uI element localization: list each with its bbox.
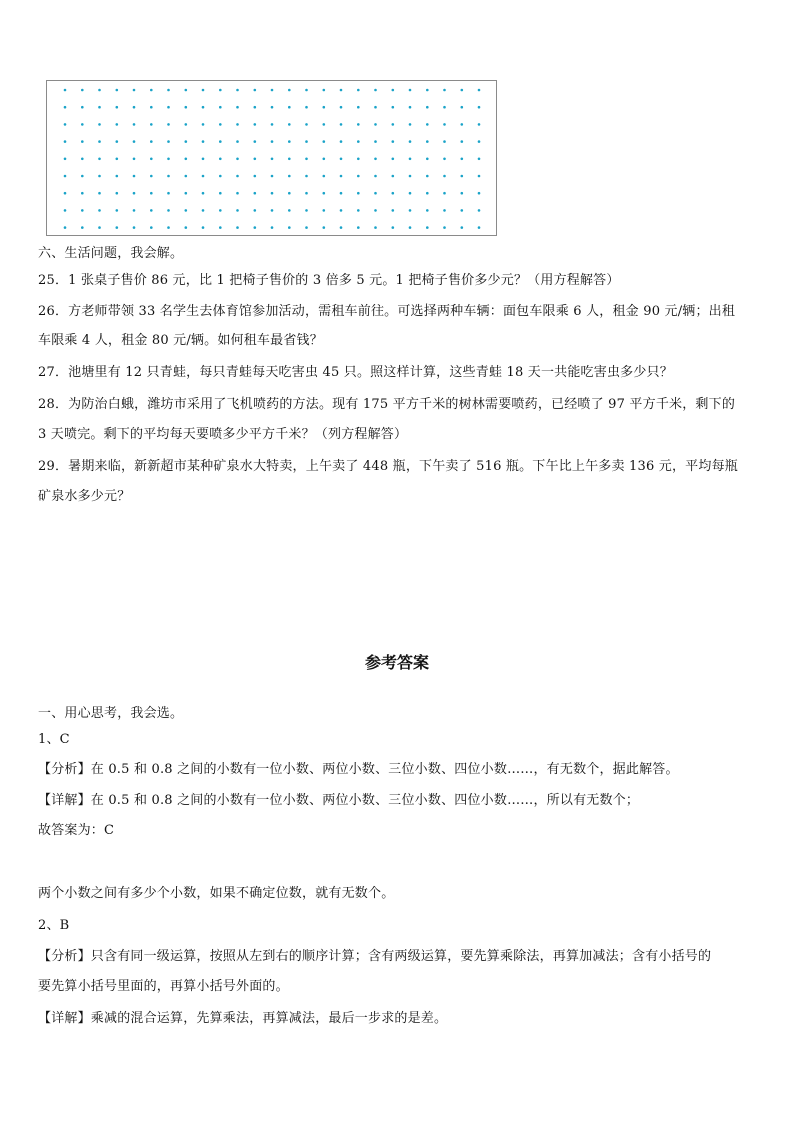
grid-dot <box>81 226 84 229</box>
grid-dot <box>133 209 136 212</box>
grid-dot <box>357 140 360 143</box>
grid-dot <box>409 158 412 161</box>
grid-dot <box>443 158 446 161</box>
grid-dot <box>185 226 188 229</box>
grid-dot <box>323 192 326 195</box>
grid-dot <box>357 192 360 195</box>
grid-dot <box>461 140 464 143</box>
grid-dot <box>461 158 464 161</box>
grid-dot <box>426 123 429 126</box>
grid-dot <box>461 106 464 109</box>
grid-dot <box>392 140 395 143</box>
grid-dot <box>219 226 222 229</box>
grid-dot <box>478 226 481 229</box>
grid-dot <box>271 158 274 161</box>
grid-dot <box>271 123 274 126</box>
grid-dot <box>305 106 308 109</box>
grid-dot <box>288 175 291 178</box>
grid-dot <box>340 106 343 109</box>
grid-dot <box>133 106 136 109</box>
grid-dot <box>443 123 446 126</box>
grid-dot <box>340 209 343 212</box>
grid-dot <box>98 140 101 143</box>
grid-dot <box>443 106 446 109</box>
grid-dot <box>150 158 153 161</box>
grid-dot <box>357 89 360 92</box>
grid-dot <box>133 226 136 229</box>
grid-dot <box>81 192 84 195</box>
grid-dot <box>426 226 429 229</box>
grid-dot <box>202 106 205 109</box>
grid-dot <box>392 175 395 178</box>
grid-dot <box>219 192 222 195</box>
grid-dot <box>340 123 343 126</box>
grid-dot <box>392 209 395 212</box>
answer-1: 1、C <box>38 732 70 747</box>
question-29-line1: 29．暑期来临，新新超市某种矿泉水大特卖，上午卖了 448 瓶，下午卖了 516 瓶。下午比上午多卖 136 元，平均每瓶 <box>38 459 738 474</box>
grid-dot <box>461 175 464 178</box>
grid-dot <box>81 158 84 161</box>
grid-dot <box>254 123 257 126</box>
grid-dot <box>340 158 343 161</box>
grid-dot <box>150 123 153 126</box>
grid-dot <box>392 89 395 92</box>
grid-dot <box>150 106 153 109</box>
grid-dot <box>323 106 326 109</box>
answer-1-analysis: 【分析】在 0.5 和 0.8 之间的小数有一位小数、两位小数、三位小数、四位小数……，有无数个，据此解答。 <box>38 762 679 777</box>
question-26-line2: 车限乘 4 人，租金 80 元/辆。如何租车最省钱？ <box>38 333 323 348</box>
grid-dot <box>409 192 412 195</box>
answer-2-analysis-line2: 要先算小括号里面的，再算小括号外面的。 <box>38 979 289 994</box>
grid-dot <box>374 226 377 229</box>
grid-dot <box>167 226 170 229</box>
grid-dot <box>443 192 446 195</box>
grid-dot <box>426 140 429 143</box>
grid-dot <box>461 209 464 212</box>
grid-dot <box>323 89 326 92</box>
grid-dot <box>81 89 84 92</box>
grid-dot <box>374 158 377 161</box>
grid-dot <box>81 209 84 212</box>
grid-dot <box>357 123 360 126</box>
dot-grid-paper <box>46 80 497 236</box>
grid-dot <box>478 123 481 126</box>
answer-2-detail: 【详解】乘减的混合运算，先算乘法，再算减法，最后一步求的是差。 <box>38 1011 448 1026</box>
question-28-line1: 28．为防治白蛾，潍坊市采用了飞机喷药的方法。现有 175 平方千米的树林需要喷药，已经喷了 97 平方千米，剩下的 <box>38 397 736 412</box>
grid-dot <box>254 209 257 212</box>
grid-dot <box>116 106 119 109</box>
grid-dot <box>461 226 464 229</box>
grid-dot <box>202 209 205 212</box>
answer-1-note: 两个小数之间有多少个小数，如果不确定位数，就有无数个。 <box>38 886 395 901</box>
grid-dot <box>443 89 446 92</box>
grid-dot <box>98 89 101 92</box>
grid-dot <box>478 158 481 161</box>
grid-dot <box>64 158 67 161</box>
answer-2: 2、B <box>38 918 70 933</box>
grid-dot <box>409 209 412 212</box>
grid-dot <box>167 158 170 161</box>
grid-dot <box>271 175 274 178</box>
grid-dot <box>478 209 481 212</box>
grid-dot <box>116 209 119 212</box>
grid-dot <box>323 226 326 229</box>
grid-dot <box>185 158 188 161</box>
grid-dot <box>116 123 119 126</box>
grid-dot <box>167 89 170 92</box>
grid-dot <box>288 89 291 92</box>
grid-dot <box>64 106 67 109</box>
grid-dot <box>64 209 67 212</box>
grid-dot <box>392 226 395 229</box>
grid-dot <box>98 209 101 212</box>
grid-dot <box>409 226 412 229</box>
grid-dot <box>167 123 170 126</box>
grid-dot <box>426 209 429 212</box>
grid-dot <box>271 140 274 143</box>
grid-dot <box>81 123 84 126</box>
grid-dot <box>478 175 481 178</box>
grid-dot <box>323 140 326 143</box>
grid-dot <box>202 123 205 126</box>
grid-dot <box>288 209 291 212</box>
grid-dot <box>167 192 170 195</box>
grid-dot <box>219 158 222 161</box>
grid-dot <box>288 226 291 229</box>
grid-dot <box>374 123 377 126</box>
grid-dot <box>202 192 205 195</box>
grid-dot <box>236 140 239 143</box>
grid-dot <box>254 106 257 109</box>
question-28-line2: 3 天喷完。剩下的平均每天要喷多少平方千米？（列方程解答） <box>38 427 408 442</box>
grid-dot <box>426 89 429 92</box>
grid-dot <box>340 89 343 92</box>
grid-dot <box>219 175 222 178</box>
grid-dot <box>116 192 119 195</box>
grid-dot <box>288 158 291 161</box>
grid-dot <box>323 175 326 178</box>
answer-1-detail: 【详解】在 0.5 和 0.8 之间的小数有一位小数、两位小数、三位小数、四位小数……，所以有无数个； <box>38 793 640 808</box>
grid-dot <box>150 175 153 178</box>
grid-dot <box>133 140 136 143</box>
grid-dot <box>185 89 188 92</box>
grid-dot <box>340 175 343 178</box>
grid-dot <box>133 175 136 178</box>
grid-dot <box>116 140 119 143</box>
grid-dot <box>426 192 429 195</box>
grid-dot <box>323 209 326 212</box>
grid-dot <box>98 192 101 195</box>
grid-dot <box>478 106 481 109</box>
grid-dot <box>461 192 464 195</box>
grid-dot <box>64 192 67 195</box>
grid-dot <box>305 140 308 143</box>
grid-dot <box>185 140 188 143</box>
grid-dot <box>185 106 188 109</box>
grid-dot <box>116 175 119 178</box>
grid-dot <box>443 226 446 229</box>
grid-dot <box>64 226 67 229</box>
grid-dot <box>116 158 119 161</box>
grid-dot <box>150 209 153 212</box>
grid-dot <box>426 175 429 178</box>
grid-dot <box>271 209 274 212</box>
grid-dot <box>167 209 170 212</box>
grid-dot <box>98 158 101 161</box>
grid-dot <box>254 192 257 195</box>
grid-dot <box>392 106 395 109</box>
grid-dot <box>150 226 153 229</box>
grid-dot <box>150 140 153 143</box>
grid-dot <box>236 158 239 161</box>
grid-dot <box>64 123 67 126</box>
grid-dot <box>340 140 343 143</box>
grid-dot <box>64 175 67 178</box>
grid-dot <box>150 192 153 195</box>
grid-dot <box>443 175 446 178</box>
grid-dot <box>305 158 308 161</box>
grid-dot <box>323 123 326 126</box>
grid-dot <box>478 89 481 92</box>
grid-dot <box>443 209 446 212</box>
grid-dot <box>409 106 412 109</box>
grid-dot <box>81 140 84 143</box>
grid-dot <box>98 123 101 126</box>
grid-dot <box>409 123 412 126</box>
grid-dot <box>288 106 291 109</box>
grid-dot <box>167 140 170 143</box>
grid-dot <box>374 192 377 195</box>
grid-dot <box>409 89 412 92</box>
question-29-line2: 矿泉水多少元？ <box>38 489 131 504</box>
answers-title: 参考答案 <box>364 653 429 672</box>
grid-dot <box>236 175 239 178</box>
grid-dot <box>254 140 257 143</box>
grid-dot <box>133 158 136 161</box>
grid-dot <box>374 175 377 178</box>
grid-dot <box>133 123 136 126</box>
grid-dot <box>202 140 205 143</box>
grid-dot <box>392 123 395 126</box>
grid-dot <box>185 192 188 195</box>
grid-dot <box>323 158 326 161</box>
grid-dot <box>150 89 153 92</box>
grid-dot <box>236 89 239 92</box>
dot-grid <box>47 81 498 237</box>
grid-dot <box>98 226 101 229</box>
grid-dot <box>219 89 222 92</box>
grid-dot <box>64 140 67 143</box>
grid-dot <box>202 226 205 229</box>
grid-dot <box>116 89 119 92</box>
grid-dot <box>271 192 274 195</box>
grid-dot <box>271 106 274 109</box>
grid-dot <box>254 226 257 229</box>
answers-section-1-heading: 一、用心思考，我会选。 <box>38 706 184 721</box>
grid-dot <box>254 158 257 161</box>
question-26-line1: 26．方老师带领 33 名学生去体育馆参加活动，需租车前往。可选择两种车辆：面包车限乘 6 人，租金 90 元/辆；出租 <box>38 304 736 319</box>
grid-dot <box>254 175 257 178</box>
grid-dot <box>340 226 343 229</box>
grid-dot <box>236 226 239 229</box>
answer-2-analysis-line1: 【分析】只含有同一级运算，按照从左到右的顺序计算；含有两级运算，要先算乘除法，再算加减法；含有小括号的 <box>38 949 712 964</box>
grid-dot <box>478 140 481 143</box>
grid-dot <box>81 175 84 178</box>
grid-dot <box>409 140 412 143</box>
grid-dot <box>305 209 308 212</box>
grid-dot <box>133 192 136 195</box>
grid-dot <box>167 175 170 178</box>
grid-dot <box>219 106 222 109</box>
grid-dot <box>185 123 188 126</box>
grid-dot <box>288 192 291 195</box>
grid-dot <box>392 192 395 195</box>
grid-dot <box>392 158 395 161</box>
grid-dot <box>340 192 343 195</box>
grid-dot <box>426 106 429 109</box>
grid-dot <box>236 106 239 109</box>
grid-dot <box>254 89 257 92</box>
grid-dot <box>236 123 239 126</box>
grid-dot <box>288 123 291 126</box>
question-27: 27．池塘里有 12 只青蛙，每只青蛙每天吃害虫 45 只。照这样计算，这些青蛙 18 天一共能吃害虫多少只？ <box>38 365 673 380</box>
grid-dot <box>202 89 205 92</box>
grid-dot <box>409 175 412 178</box>
grid-dot <box>271 89 274 92</box>
section-6-heading: 六、生活问题，我会解。 <box>38 246 184 261</box>
grid-dot <box>202 158 205 161</box>
grid-dot <box>443 140 446 143</box>
grid-dot <box>305 89 308 92</box>
grid-dot <box>219 209 222 212</box>
grid-dot <box>81 106 84 109</box>
grid-dot <box>374 209 377 212</box>
grid-dot <box>185 175 188 178</box>
grid-dot <box>357 158 360 161</box>
grid-dot <box>236 209 239 212</box>
grid-dot <box>305 123 308 126</box>
grid-dot <box>478 192 481 195</box>
grid-dot <box>357 209 360 212</box>
grid-dot <box>167 106 170 109</box>
grid-dot <box>305 226 308 229</box>
grid-dot <box>374 140 377 143</box>
grid-dot <box>357 175 360 178</box>
grid-dot <box>288 140 291 143</box>
grid-dot <box>202 175 205 178</box>
grid-dot <box>357 106 360 109</box>
grid-dot <box>98 175 101 178</box>
grid-dot <box>374 106 377 109</box>
answer-1-conclusion: 故答案为：C <box>38 823 115 838</box>
grid-dot <box>219 123 222 126</box>
grid-dot <box>305 192 308 195</box>
grid-dot <box>133 89 136 92</box>
grid-dot <box>98 106 101 109</box>
grid-dot <box>426 158 429 161</box>
grid-dot <box>357 226 360 229</box>
grid-dot <box>271 226 274 229</box>
grid-dot <box>461 89 464 92</box>
grid-dot <box>461 123 464 126</box>
grid-dot <box>236 192 239 195</box>
question-25: 25．1 张桌子售价 86 元，比 1 把椅子售价的 3 倍多 5 元。1 把椅子售价多少元？（用方程解答） <box>38 273 620 288</box>
grid-dot <box>374 89 377 92</box>
grid-dot <box>116 226 119 229</box>
grid-dot <box>64 89 67 92</box>
grid-dot <box>219 140 222 143</box>
grid-dot <box>305 175 308 178</box>
grid-dot <box>185 209 188 212</box>
